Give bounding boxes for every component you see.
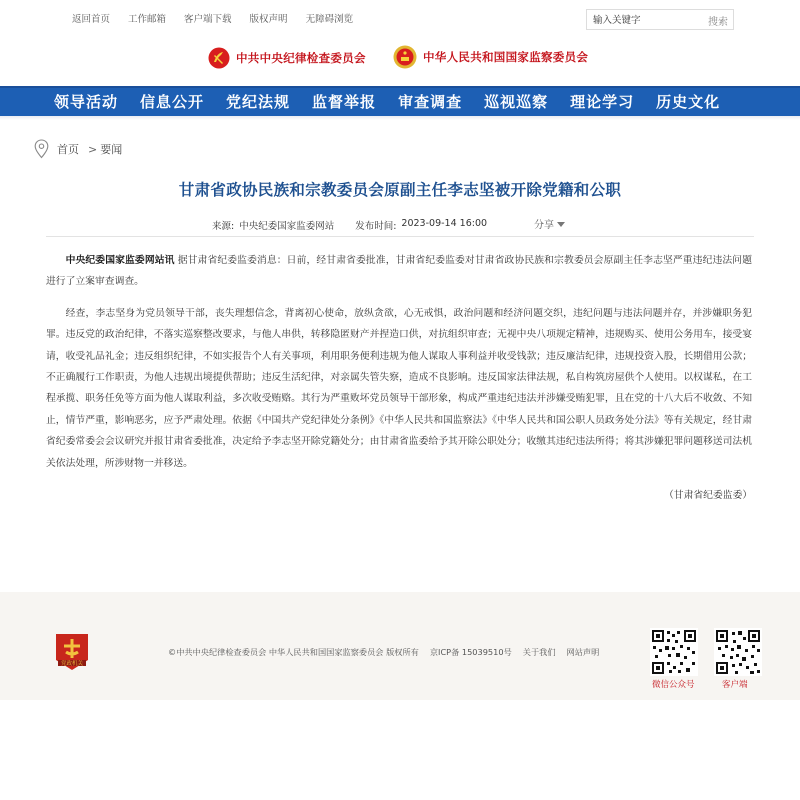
article-paragraph: 经查，李志坚身为党员领导干部，丧失理想信念，背离初心使命，放纵贪欲，心无戒惧，政治问题和经济问题交织，违纪问题与违法问题并存，并涉嫌职务犯罪。违反党的政治纪律，不落实巡察整改要求，与他人串供，转移隐匿财产并捏造口供，对抗组织审查；无视中央八项规定精神，违规购买、使用公务用车，接受宴请，收受礼品礼金；违反组织纪律，不如实报告个人有关事项，利用职务便利违规为他人谋取人事利益并收受钱款；违反廉洁纪律，违规投资入股，长期借用公款；不正确履行工作职责，为他人违规出境提供帮助；违反生活纪律，对亲属失管失察，造成不良影响。违反国家法律法规，私自构筑房屋供个人使用。以权谋私，在工程承揽、职务任免等方面为他人谋取利益，多次收受贿赂。其行为严重败坏党员领导干部形象，构成严重违纪违法并涉嫌受贿犯罪，且在党的十八大后不收敛、不知止，情节严重，影响恶劣，应予严肃处理。依据《中国共产党纪律处分条例》《中华人民共和国监察法》《中华人民共和国公职人员政务处分法》等有关规定，经甘肃省纪委常委会会议研究并报甘肃省委批准，决定给予李志坚开除党籍处分；由甘肃省监委给予其开除公职处分；收缴其违纪违法所得；将其涉嫌犯罪问题移送司法机关依法处理，所涉财物一并移送。 xyxy=(46,307,752,469)
breadcrumb-home[interactable]: 首页 xyxy=(57,143,79,156)
nav-shadow xyxy=(0,116,800,120)
time-label: 发布时间: xyxy=(355,221,397,232)
nav-item-investigation[interactable]: 审查调查 xyxy=(398,93,463,111)
lead-source: 中央纪委国家监委网站讯 xyxy=(65,255,175,266)
link-work-email[interactable]: 工作邮箱 xyxy=(128,14,167,25)
chevron-down-icon xyxy=(557,222,565,228)
qr-code-wechat xyxy=(650,628,698,676)
national-emblem-icon xyxy=(393,44,417,70)
nav-item-history[interactable]: 历史文化 xyxy=(656,93,721,111)
statement-link[interactable]: 网站声明 xyxy=(566,647,600,657)
article-title: 甘肃省政协民族和宗教委员会原副主任李志坚被开除党籍和公职 xyxy=(178,181,622,199)
search-input[interactable] xyxy=(593,13,701,27)
gov-badge-text: 党政机关 xyxy=(60,661,84,667)
lead-text: 据甘肃省纪委监委消息：日前，经甘肃省委批准，甘肃省纪委监委对甘肃省政协民族和宗教委员会原副主任李志坚严重违纪违法问题进行了立案审查调查。 xyxy=(46,255,752,288)
copyright-text: ©中共中央纪律检查委员会 中华人民共和国国家监察委员会 版权所有 xyxy=(168,647,419,657)
footer xyxy=(0,592,800,700)
link-accessibility[interactable]: 无障碍浏览 xyxy=(305,14,354,25)
cpc-logo[interactable] xyxy=(208,47,366,69)
location-pin-icon xyxy=(34,139,49,159)
party-emblem-icon xyxy=(208,47,230,69)
article-body xyxy=(46,250,752,484)
link-client-download[interactable]: 客户端下载 xyxy=(184,14,232,25)
supervision-logo-text: 中华人民共和国国家监察委员会 xyxy=(423,50,589,64)
breadcrumb-current[interactable]: 要闻 xyxy=(100,143,123,156)
gov-agency-logo[interactable] xyxy=(54,632,90,676)
qr-code-client xyxy=(714,628,762,676)
share-button[interactable] xyxy=(534,216,565,231)
link-home[interactable]: 返回首页 xyxy=(72,14,111,25)
qr-label-client: 客户端 xyxy=(722,680,748,690)
nav-item-inspection[interactable]: 巡视巡察 xyxy=(484,93,549,111)
nav-item-regulations[interactable]: 党纪法规 xyxy=(226,93,291,111)
nav-item-leadership[interactable]: 领导活动 xyxy=(54,93,119,111)
supervision-logo[interactable] xyxy=(393,44,588,70)
breadcrumb-separator: > xyxy=(88,142,98,156)
gov-badge-icon xyxy=(54,632,90,672)
time-value: 2023-09-14 16:00 xyxy=(401,218,488,229)
source-value: 中央纪委国家监委网站 xyxy=(239,221,335,232)
article-signature: （甘肃省纪委监委） xyxy=(664,490,753,501)
nav-item-report[interactable]: 监督举报 xyxy=(312,93,377,111)
about-link[interactable]: 关于我们 xyxy=(522,647,556,657)
search-button[interactable]: 搜索 xyxy=(708,17,728,28)
nav-item-information[interactable]: 信息公开 xyxy=(140,93,205,111)
article-meta xyxy=(212,218,492,232)
cpc-logo-text: 中共中央纪律检查委员会 xyxy=(236,51,366,65)
source-label: 来源: xyxy=(212,221,235,232)
footer-copyright xyxy=(168,647,610,658)
search-box xyxy=(586,9,734,30)
logo-strip xyxy=(0,36,800,86)
share-label: 分享 xyxy=(534,220,554,231)
top-links xyxy=(72,11,371,25)
article-paragraph-lead xyxy=(46,250,752,293)
qr-label-wechat: 微信公众号 xyxy=(652,680,695,690)
breadcrumb xyxy=(34,139,122,159)
link-copyright[interactable]: 版权声明 xyxy=(249,14,288,25)
top-utility-bar xyxy=(0,0,800,36)
nav-item-theory[interactable]: 理论学习 xyxy=(570,93,635,111)
divider xyxy=(46,236,754,237)
main-nav xyxy=(0,86,800,116)
icp-text[interactable]: 京ICP备 15039510号 xyxy=(429,647,512,657)
